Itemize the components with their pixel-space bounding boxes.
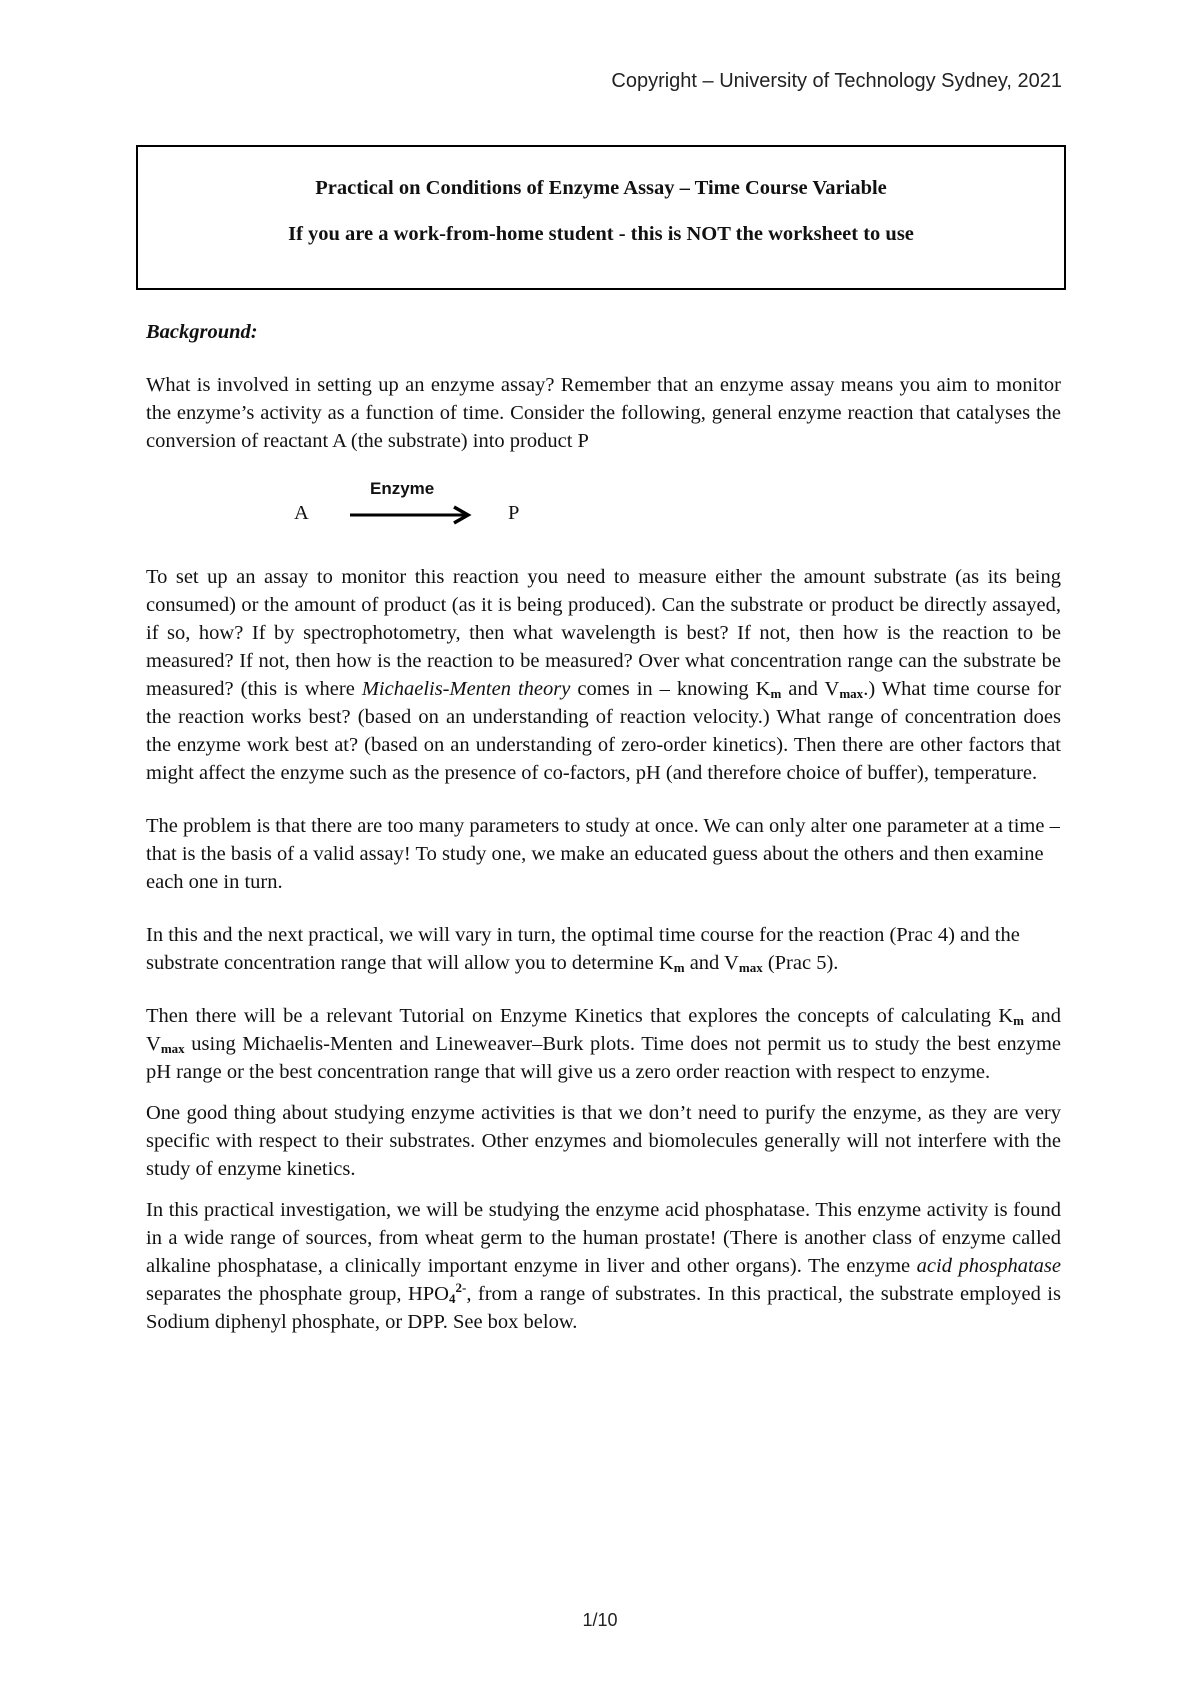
reactant-label: A	[294, 502, 309, 524]
page-number: 1/10	[582, 1610, 618, 1630]
copyright-header: Copyright – University of Technology Sydney, 2021	[611, 70, 1062, 92]
enzyme-label: Enzyme	[370, 479, 435, 498]
paragraph-purification: One good thing about studying enzyme activities is that we don’t need to purify the enzyme, as they are very specific with respect to their substrates. Other enzymes and biomolecules generally will not interfere with the study of enzyme kinetics.	[146, 1102, 1061, 1180]
reaction-arrow-icon	[350, 505, 474, 525]
product-label: P	[508, 502, 520, 524]
worksheet-warning: If you are a work-from-home student - this is NOT the worksheet to use	[288, 223, 914, 245]
practical-title: Practical on Conditions of Enzyme Assay – Time Course Variable	[315, 177, 887, 199]
reaction-diagram	[146, 465, 1061, 555]
paragraph-assay-setup: To set up an assay to monitor this reaction you need to measure either the amount substrate (as its being consumed) or the amount of product (as it is being produced). Can the substrate or product be directly assayed, if so, how? If by spectrophotometry, then what wavelength is best? If not, then how is the reaction to be measured? If not, then how is the reaction to be measured? Over what concentration range can the substrate be measured? (this is where Michaelis-Menten theory comes in – knowing $K_m$ and $V_{max}$.) What time course for the reaction works best? (based on an understanding of reaction velocity.) What range of concentration does the enzyme work best at? (based on an understanding of zero-order kinetics). Then there are other factors that might affect the enzyme such as the presence of co-factors, pH (and therefore choice of buffer), temperature.	[146, 566, 1061, 784]
paragraph-acid-phosphatase: In this practical investigation, we will be studying the enzyme acid phosphatase. This enzyme activity is found in a wide range of sources, from wheat germ to the human prostate! (There is another class of enzyme called alkaline phosphatase, a clinically important enzyme in liver and other organs). The enzyme acid phosphatase separates the phosphate group, $HPO_4^{2-}$, from a range of substrates. In this practical, the substrate employed is Sodium diphenyl phosphate, or DPP. See box below.	[146, 1199, 1061, 1333]
document-body	[146, 318, 1061, 1336]
paragraph-tutorial: Then there will be a relevant Tutorial on Enzyme Kinetics that explores the concepts of calculating $K_m$ and $V_{max}$ using Michaelis-Menten and Lineweaver–Burk plots. Time does not permit us to study the best enzyme pH range or the best concentration range that will give us a zero order reaction with respect to enzyme.	[146, 1005, 1061, 1083]
background-heading: Background:	[146, 321, 258, 343]
paragraph-parameters: The problem is that there are too many parameters to study at once. We can only alter one parameter at a time – that is the basis of a valid assay! To study one, we make an educated guess about the others and then examine each one in turn.	[146, 815, 1060, 893]
title-box	[136, 145, 1066, 290]
paragraph-intro: What is involved in setting up an enzyme assay? Remember that an enzyme assay means you aim to monitor the enzyme’s activity as a function of time. Consider the following, general enzyme reaction that catalyses the conversion of reactant A (the substrate) into product P	[146, 374, 1061, 452]
paragraph-practicals: In this and the next practical, we will vary in turn, the optimal time course for the reaction (Prac 4) and the substrate concentration range that will allow you to determine $K_m$ and $V_{max}$ (Prac 5).	[146, 924, 1020, 975]
